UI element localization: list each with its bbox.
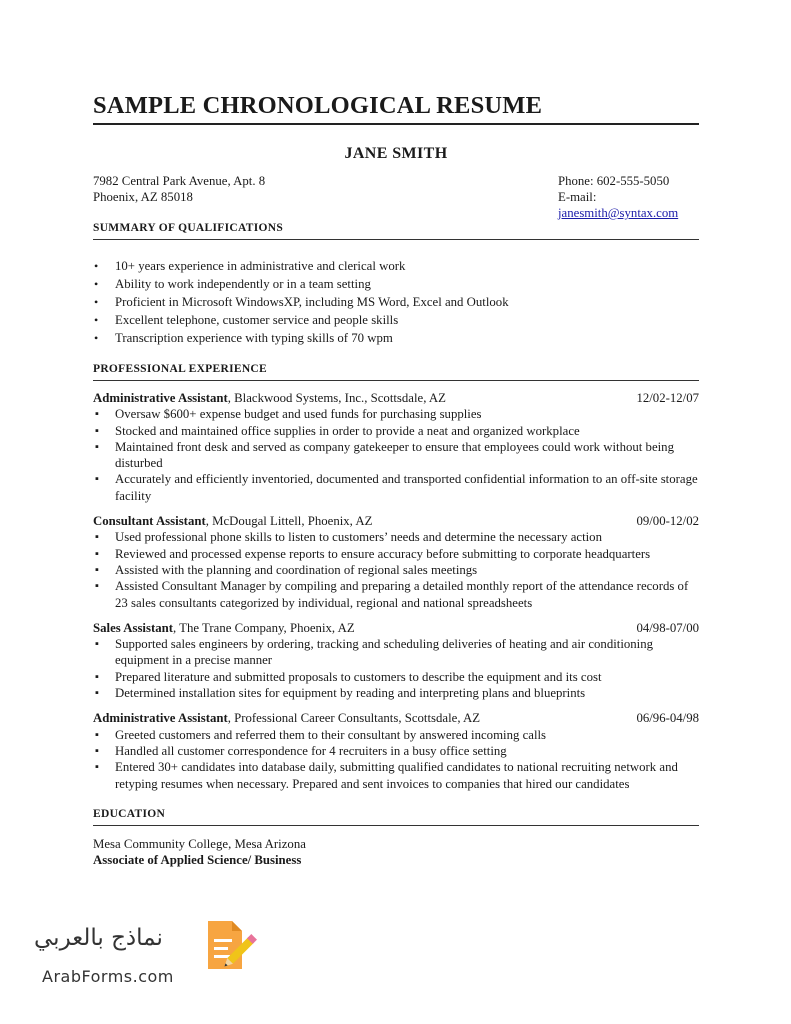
summary-rule [93, 239, 699, 240]
job-dates: 09/00-12/02 [636, 514, 699, 529]
job-company: , McDougal Littell, Phoenix, AZ [205, 514, 373, 529]
job-title: Consultant Assistant [93, 514, 206, 529]
job-duties [93, 727, 699, 792]
job-duty: ▪ Handled all customer correspondence for 4 recruiters in a busy office setting [93, 743, 699, 759]
job-duties [93, 529, 699, 610]
title-rule [93, 123, 699, 125]
education-school: Mesa Community College, Mesa Arizona [93, 836, 306, 851]
arabforms-watermark [30, 915, 260, 995]
job-title: Sales Assistant [93, 620, 173, 635]
summary-list [93, 257, 699, 347]
email-line [558, 189, 699, 221]
job-duties [93, 636, 699, 701]
job-duty: ▪ Determined installation sites for equipment by reading and interpreting plans and blueprints [93, 685, 699, 701]
resume-page [93, 92, 699, 868]
job-duty: ▪ Maintained front desk and served as company gatekeeper to ensure that employees could work without being disturbed [93, 439, 699, 472]
job-entry [93, 620, 699, 701]
job-entry [93, 710, 699, 791]
phone: Phone: 602-555-5050 [558, 174, 670, 188]
education-heading: EDUCATION [93, 807, 166, 820]
job-duty: ▪ Accurately and efficiently inventoried, documented and transported confidential information to an off-site storage facility [93, 471, 699, 504]
job-dates: 04/98-07/00 [636, 620, 699, 635]
job-company: , The Trane Company, Phoenix, AZ [173, 620, 355, 635]
job-duty: ▪ Reviewed and processed expense reports to ensure accuracy before submitting to corporate headquarters [93, 546, 699, 562]
watermark-arabic-text: نماذج بالعربي [34, 925, 163, 951]
pencil-document-icon [202, 917, 262, 977]
address-line-2: Phoenix, AZ 85018 [93, 190, 193, 204]
summary-item: • 10+ years experience in administrative and clerical work [93, 257, 699, 275]
job-entry [93, 513, 699, 611]
applicant-name: JANE SMITH [344, 145, 448, 162]
job-entry [93, 390, 699, 504]
job-duty: ▪ Greeted customers and referred them to their consultant by answered incoming calls [93, 727, 699, 743]
watermark-latin-text: ArabForms.com [42, 967, 174, 986]
summary-item: • Transcription experience with typing skills of 70 wpm [93, 329, 699, 347]
experience-rule [93, 380, 699, 381]
contact-block [93, 173, 699, 220]
job-header [93, 513, 699, 529]
education-rule [93, 825, 699, 826]
job-header [93, 620, 699, 636]
summary-heading: SUMMARY OF QUALIFICATIONS [93, 222, 284, 234]
summary-item: • Excellent telephone, customer service and people skills [93, 311, 699, 329]
job-duties [93, 406, 699, 504]
job-header [93, 390, 699, 406]
job-duty: ▪ Entered 30+ candidates into database daily, submitting qualified candidates to national recruiting network and retyping resumes when necessary. Prepared and sent invoices to companies that hired our candidates [93, 759, 699, 792]
document-title: SAMPLE CHRONOLOGICAL RESUME [93, 92, 543, 119]
job-duty: ▪ Used professional phone skills to listen to customers’ needs and determine the necessary action [93, 529, 699, 545]
education-block [93, 836, 699, 868]
job-duty: ▪ Supported sales engineers by ordering, tracking and scheduling deliveries of heating and air conditioning equipment in a precise manner [93, 636, 699, 669]
job-title: Administrative Assistant [93, 711, 228, 726]
email-label: E-mail: [558, 190, 597, 204]
education-degree: Associate of Applied Science/ Business [93, 852, 302, 867]
summary-item: • Proficient in Microsoft WindowsXP, including MS Word, Excel and Outlook [93, 293, 699, 311]
email-link[interactable]: janesmith@syntax.com [558, 206, 679, 220]
job-dates: 06/96-04/98 [636, 711, 699, 726]
address-block [93, 173, 265, 205]
job-title: Administrative Assistant [93, 391, 228, 405]
address-line-1: 7982 Central Park Avenue, Apt. 8 [93, 174, 266, 188]
job-company: , Blackwood Systems, Inc., Scottsdale, AZ [227, 391, 446, 405]
job-duty: ▪ Assisted Consultant Manager by compiling and preparing a detailed monthly report of the attendance records of 23 sales consultants categorized by individual, regional and national spreadsheets [93, 578, 699, 611]
job-company: , Professional Career Consultants, Scottsdale, AZ [227, 711, 481, 726]
summary-item: • Ability to work independently or in a team setting [93, 275, 699, 293]
job-duty: ▪ Stocked and maintained office supplies in order to provide a neat and organized workplace [93, 423, 699, 439]
job-dates: 12/02-12/07 [636, 391, 699, 405]
experience-heading: PROFESSIONAL EXPERIENCE [93, 363, 268, 375]
job-duty: ▪ Oversaw $600+ expense budget and used funds for purchasing supplies [93, 406, 699, 422]
job-duty: ▪ Assisted with the planning and coordination of regional sales meetings [93, 562, 699, 578]
job-header [93, 710, 699, 726]
phone-email-block [558, 173, 699, 221]
job-duty: ▪ Prepared literature and submitted proposals to customers to describe the equipment and its cost [93, 669, 699, 685]
